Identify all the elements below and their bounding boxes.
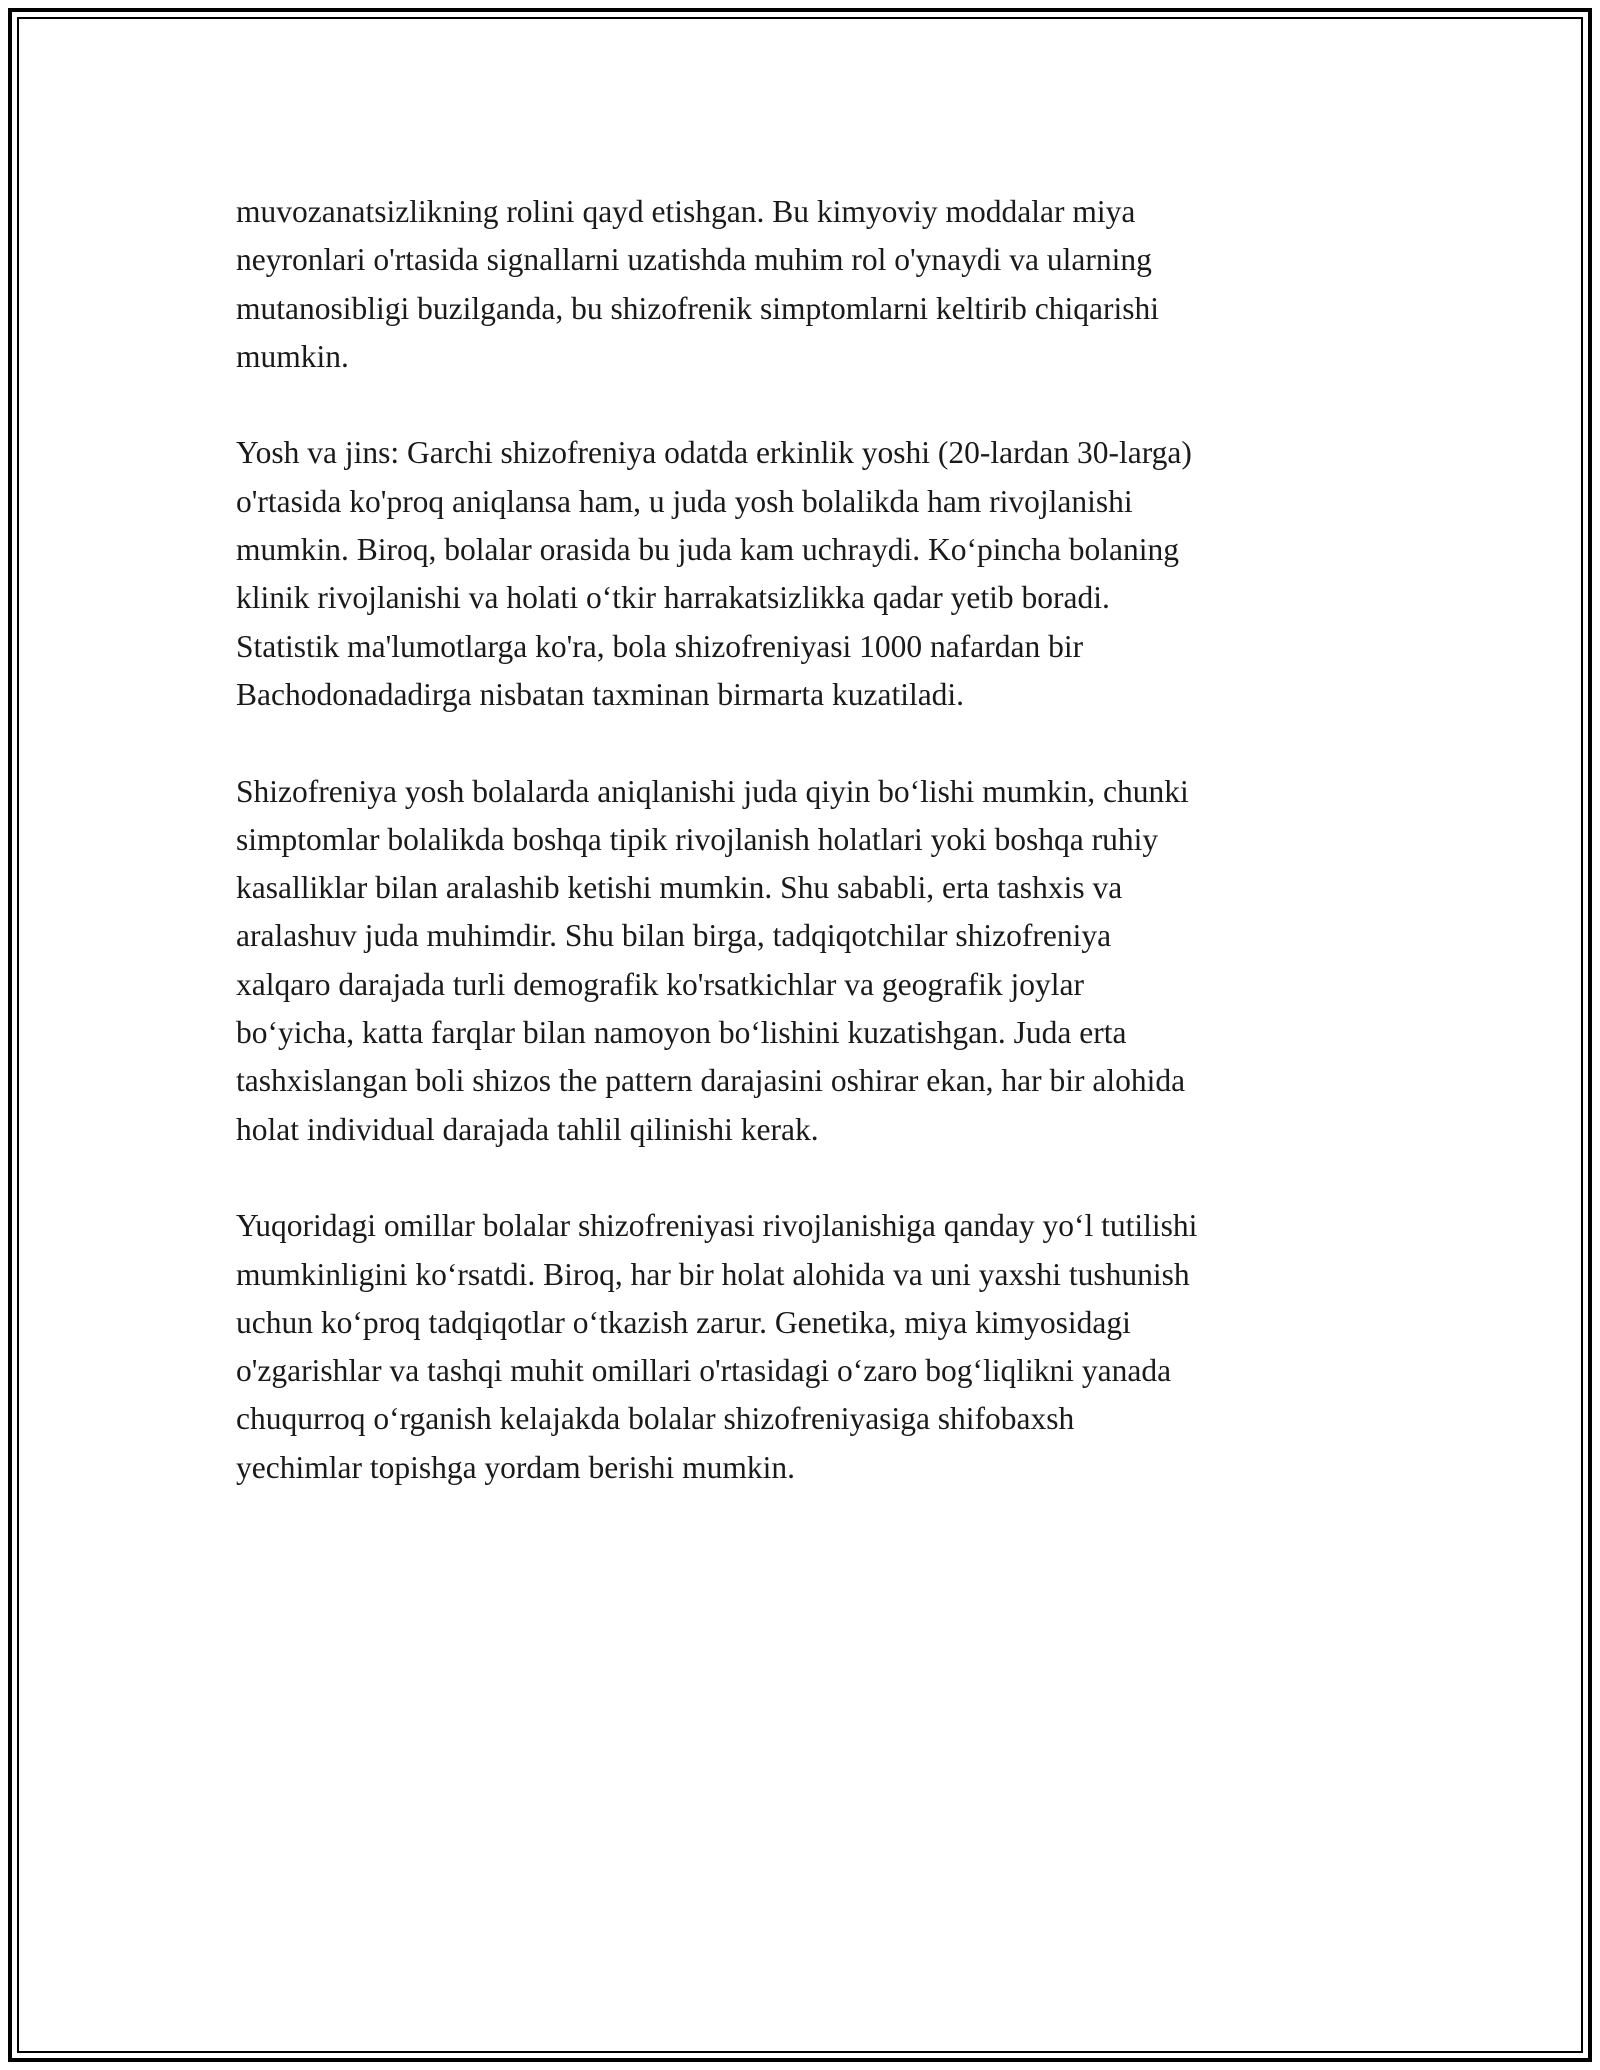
paragraph-1: muvozanatsizlikning rolini qayd etishgan. Bu kimyoviy moddalar miya neyronlari o'rtasida signallarni uzatishda muhim rol o'ynaydi va ularning mutanosibligi buzilganda, bu shizofrenik simptomlarni keltirib chiqarishi mumkin. [236, 194, 1159, 374]
paragraph-4: Yuqoridagi omillar bolalar shizofreniyasi rivojlanishiga qanday yo‘l tutilishi mumkinligini ko‘rsatdi. Biroq, har bir holat alohida va uni yaxshi tushunish uchun ko‘proq tadqiqotlar o‘tkazish zarur. Genetika, miya kimyosidagi o'zgarishlar va tashqi muhit omillari o'rtasidagi o‘zaro bog‘liqlikni yanada chuqurroq o‘rganish kelajakda bolalar shizofreniyasiga shifobaxsh yechimlar topishga yordam berishi mumkin. [236, 1208, 1198, 1485]
page-content [236, 188, 1366, 1492]
paragraph-3: Shizofreniya yosh bolalarda aniqlanishi juda qiyin bo‘lishi mumkin, chunki simptomlar bolalikda boshqa tipik rivojlanish holatlari yoki boshqa ruhiy kasalliklar bilan aralashib ketishi mumkin. Shu sababli, erta tashxis va aralashuv juda muhimdir. Shu bilan birga, tadqiqotchilar shizofreniya xalqaro darajada turli demografik ko'rsatkichlar va geografik joylar bo‘yicha, katta farqlar bilan namoyon bo‘lishini kuzatishgan. Juda erta tashxislangan boli shizos the pattern darajasini oshirar ekan, har bir alohida holat individual darajada tahlil qilinishi kerak. [236, 773, 1189, 1147]
paragraph-2: Yosh va jins: Garchi shizofreniya odatda erkinlik yoshi (20-lardan 30-larga) o'rtasida ko'proq aniqlansa ham, u juda yosh bolalikda ham rivojlanishi mumkin. Biroq, bolalar orasida bu juda kam uchraydi. Ko‘pincha bolaning klinik rivojlanishi va holati o‘tkir harrakatsizlikka qadar yetib boradi. Statistik ma'lumotlarga ko'ra, bola shizofreniyasi 1000 nafardan bir Bachodonadadirga nisbatan taxminan birmarta kuzatiladi. [236, 435, 1192, 712]
